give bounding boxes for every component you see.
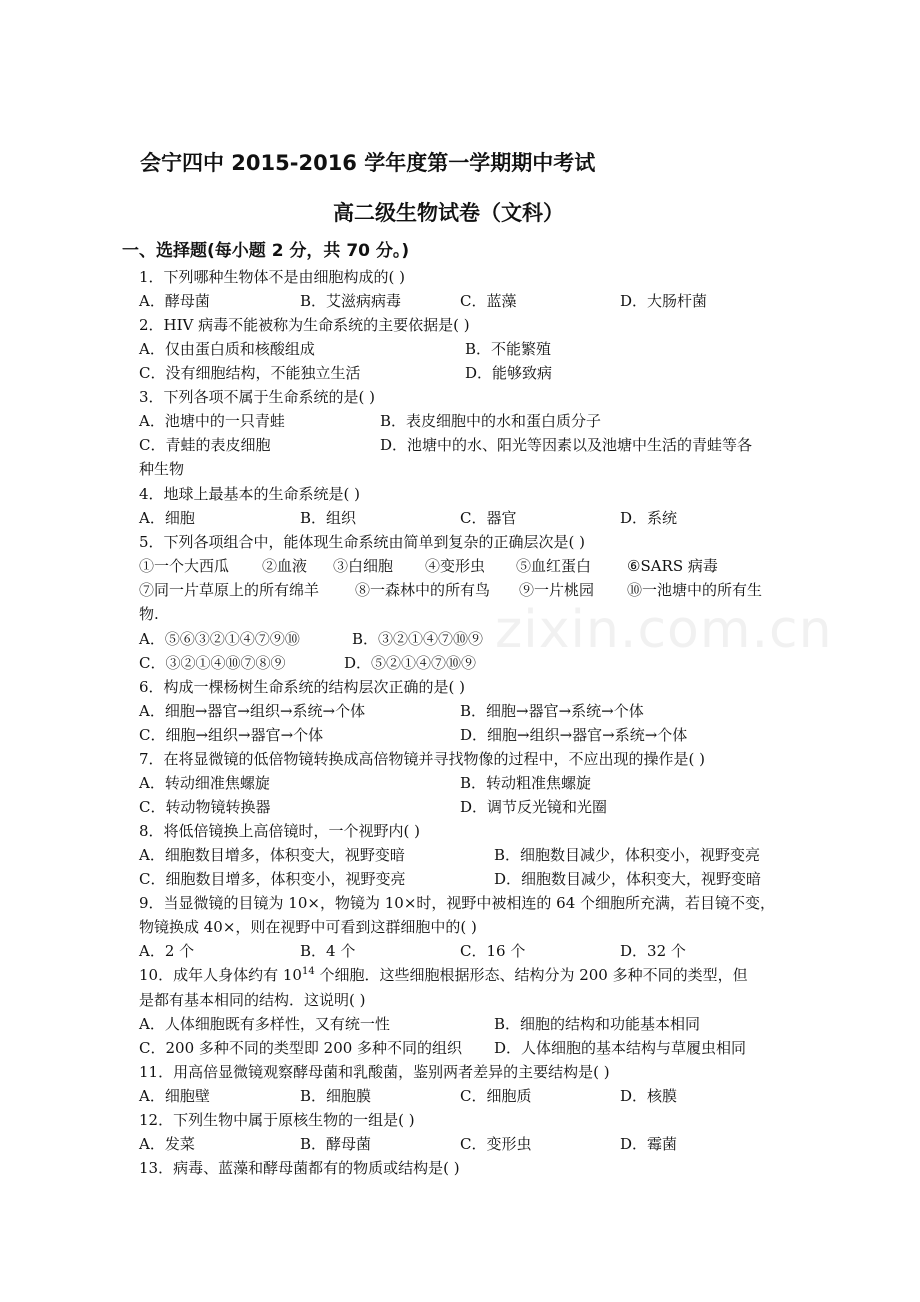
question-2-option-a: A．仅由蛋白质和核酸组成 [139, 340, 315, 358]
question-5-item: ⑧一森林中的所有鸟 [355, 581, 491, 599]
question-7-option-d: D．调节反光镜和光圈 [460, 798, 608, 816]
question-11-option-c: C．细胞质 [460, 1087, 532, 1105]
question-1-option-d: D．大肠杆菌 [620, 292, 708, 310]
question-12-option-b: B．酵母菌 [300, 1135, 372, 1153]
question-9-option-d: D．32 个 [620, 942, 686, 960]
question-10-option-b: B．细胞的结构和功能基本相同 [494, 1015, 701, 1033]
question-9-option-a: A．2 个 [139, 942, 195, 960]
question-4-option-d: D．系统 [620, 509, 678, 527]
question-5-item: ③白细胞 [333, 557, 394, 575]
question-12-option-d: D．霉菌 [620, 1135, 678, 1153]
question-6-option-d: D．细胞→组织→器官→系统→个体 [460, 726, 688, 744]
question-7-option-c: C．转动物镜转换器 [139, 798, 271, 816]
question-5-item-continued: 物. [139, 605, 159, 623]
question-6-option-c: C．细胞→组织→器官→个体 [139, 726, 324, 744]
question-5-option-d: D．⑤②①④⑦⑩⑨ [344, 654, 477, 672]
question-5-option-c: C．③②①④⑩⑦⑧⑨ [139, 654, 286, 672]
question-2-option-b: B．不能繁殖 [465, 340, 552, 358]
question-8-option-b: B．细胞数目减少，体积变小，视野变亮 [494, 846, 761, 864]
question-11-option-d: D．核膜 [620, 1087, 678, 1105]
question-9-stem: 9．当显微镜的目镜为 10×，物镜为 10×时，视野中被相连的 64 个细胞所充满，若目镜不变， [139, 894, 776, 912]
question-6-option-a: A．细胞→器官→组织→系统→个体 [139, 702, 366, 720]
question-1-stem: 1．下列哪种生物体不是由细胞构成的( ) [139, 268, 406, 286]
question-5-item: ⑤血红蛋白 [516, 557, 592, 575]
question-8-option-d: D．细胞数目减少，体积变大，视野变暗 [494, 870, 762, 888]
question-9-stem-continued: 物镜换成 40×，则在视野中可看到这群细胞中的( ) [139, 918, 477, 936]
question-11-stem: 11．用高倍显微镜观察酵母菌和乳酸菌，鉴别两者差异的主要结构是( ) [139, 1063, 610, 1081]
question-12-option-c: C．变形虫 [460, 1135, 532, 1153]
question-10-stem-pre: 10．成年人身体约有 10 [139, 966, 302, 984]
question-6-stem: 6．构成一棵杨树生命系统的结构层次正确的是( ) [139, 678, 466, 696]
question-10-stem-continued: 是都有基本相同的结构．这说明( ) [139, 991, 366, 1009]
question-2-option-d: D．能够致病 [465, 364, 553, 382]
question-11-option-b: B．细胞膜 [300, 1087, 372, 1105]
question-2-option-c: C．没有细胞结构，不能独立生活 [139, 364, 361, 382]
question-10-option-d: D．人体细胞的基本结构与草履虫相同 [494, 1039, 747, 1057]
question-8-option-c: C．细胞数目增多，体积变小，视野变亮 [139, 870, 406, 888]
question-2-stem: 2．HIV 病毒不能被称为生命系统的主要依据是( ) [139, 316, 470, 334]
question-8-option-a: A．细胞数目增多，体积变大，视野变暗 [139, 846, 405, 864]
question-5-item: ⑦同一片草原上的所有绵羊 [139, 581, 320, 599]
question-10-stem [139, 965, 748, 985]
question-10-exponent: 14 [301, 966, 315, 977]
question-5-item: ⑨一片桃园 [519, 581, 595, 599]
question-3-option-a: A．池塘中的一只青蛙 [139, 412, 285, 430]
question-12-option-a: A．发菜 [139, 1135, 195, 1153]
question-4-option-a: A．细胞 [139, 509, 195, 527]
question-10-option-c: C．200 多种不同的类型即 200 多种不同的组织 [139, 1039, 463, 1057]
question-10-stem-post: 个细胞．这些细胞根据形态、结构分为 200 多种不同的类型，但 [314, 966, 748, 984]
question-5-item: ②血液 [262, 557, 308, 575]
question-6-option-b: B．细胞→器官→系统→个体 [460, 702, 644, 720]
watermark: zixin.com.cn [495, 600, 833, 660]
question-5-stem: 5．下列各项组合中，能体现生命系统由简单到复杂的正确层次是( ) [139, 533, 586, 551]
question-3-option-d: D．池塘中的水、阳光等因素以及池塘中生活的青蛙等各 [380, 436, 753, 454]
question-13-stem: 13．病毒、蓝藻和酵母菌都有的物质或结构是( ) [139, 1159, 460, 1177]
question-5-item: ④变形虫 [425, 557, 486, 575]
question-5-item: ⑥SARS 病毒 [627, 557, 718, 575]
question-7-stem: 7．在将显微镜的低倍物镜转换成高倍物镜并寻找物像的过程中，不应出现的操作是( ) [139, 750, 706, 768]
question-1-option-c: C．蓝藻 [460, 292, 517, 310]
question-3-option-c: C．青蛙的表皮细胞 [139, 436, 271, 454]
question-5-item: ①一个大西瓜 [139, 557, 230, 575]
exam-subtitle: 高二级生物试卷（文科） [333, 201, 564, 225]
question-1-option-a: A．酵母菌 [139, 292, 210, 310]
question-10-option-a: A．人体细胞既有多样性，又有统一性 [139, 1015, 390, 1033]
question-3-stem: 3．下列各项不属于生命系统的是( ) [139, 388, 376, 406]
question-3-option-b: B．表皮细胞中的水和蛋白质分子 [380, 412, 602, 430]
question-4-stem: 4．地球上最基本的生命系统是( ) [139, 485, 361, 503]
question-5-option-a: A．⑤⑥③②①④⑦⑨⑩ [139, 630, 300, 648]
question-12-stem: 12．下列生物中属于原核生物的一组是( ) [139, 1111, 415, 1129]
exam-title: 会宁四中 2015-2016 学年度第一学期期中考试 [140, 151, 596, 175]
question-1-option-b: B．艾滋病病毒 [300, 292, 402, 310]
question-11-option-a: A．细胞壁 [139, 1087, 210, 1105]
question-5-option-b: B．③②①④⑦⑩⑨ [352, 630, 484, 648]
question-7-option-a: A．转动细准焦螺旋 [139, 774, 270, 792]
question-4-option-c: C．器官 [460, 509, 517, 527]
section-heading: 一、选择题(每小题 2 分，共 70 分。) [122, 241, 410, 261]
question-8-stem: 8．将低倍镜换上高倍镜时，一个视野内( ) [139, 822, 421, 840]
question-5-item: ⑩一池塘中的所有生 [627, 581, 763, 599]
question-9-option-c: C．16 个 [460, 942, 526, 960]
question-3-option-d-continued: 种生物 [139, 460, 185, 478]
question-7-option-b: B．转动粗准焦螺旋 [460, 774, 592, 792]
question-9-option-b: B．4 个 [300, 942, 356, 960]
question-4-option-b: B．组织 [300, 509, 357, 527]
